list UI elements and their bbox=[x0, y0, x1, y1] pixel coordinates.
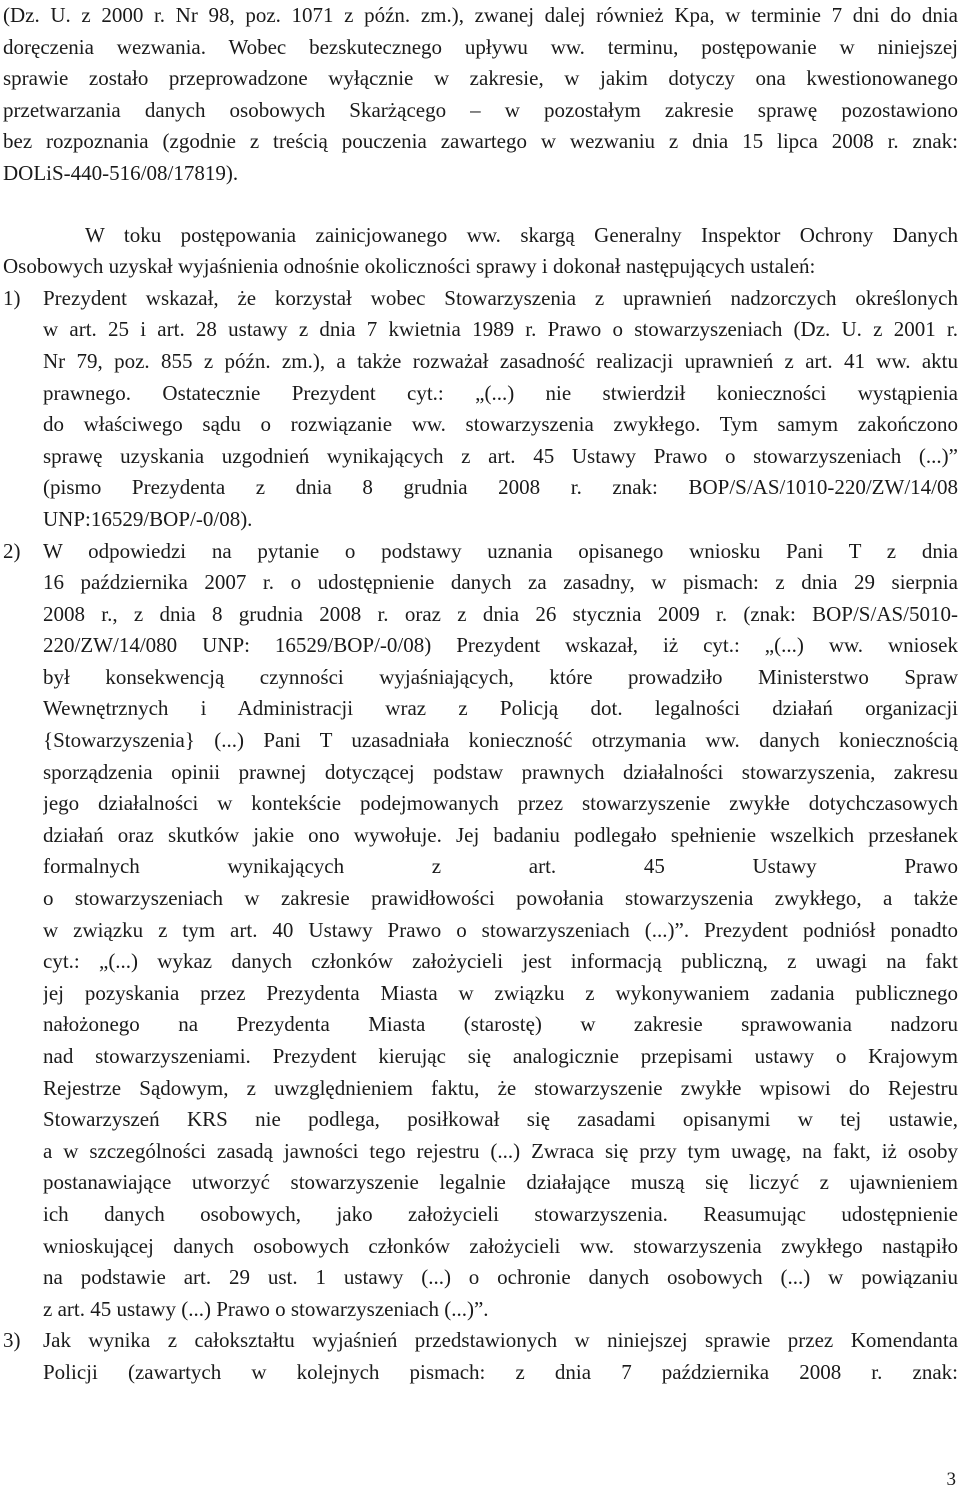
text-line: 2008 r., z dnia 8 grudnia 2008 r. oraz z dnia 26 stycznia 2009 r. (znak: BOP/S/AS/5010- bbox=[43, 601, 958, 626]
page-number: 3 bbox=[946, 1469, 956, 1490]
text-line: bez rozpoznania (zgodnie z treścią pouczenia zawartego w wezwaniu z dnia 15 lipca 2008 r. znak: bbox=[3, 129, 958, 154]
paragraph-spacer bbox=[3, 190, 958, 220]
text-line: (Dz. U. z 2000 r. Nr 98, poz. 1071 z późn. zm.), zwanej dalej również Kpa, w terminie 7 dni do dnia bbox=[3, 3, 958, 27]
text-line: Stowarzyszeń KRS nie podlega, posiłkował się zasadami opisanymi w tej ustawie, bbox=[43, 1107, 958, 1132]
list-item-number: 2) bbox=[3, 538, 21, 563]
text-line: na podstawie art. 29 ust. 1 ustawy (...) o ochronie danych osobowych (...) w powiązaniu bbox=[43, 1265, 958, 1290]
text-line: z art. 45 ustawy (...) Prawo o stowarzyszeniach (...)”. bbox=[43, 1296, 489, 1321]
text-line: wnioskującej danych osobowych członków założycieli ww. stowarzyszenia zwykłego nastąpiło bbox=[43, 1233, 958, 1258]
list-item-number: 3) bbox=[3, 1328, 21, 1353]
text-line: postanawiające utworzyć stowarzyszenie legalnie działające muszą się liczyć z ujawnieniem bbox=[43, 1170, 958, 1195]
text-line: prawnego. Ostatecznie Prezydent cyt.: „(...) nie stwierdził konieczności wystąpienia bbox=[43, 380, 958, 405]
text-line: nałożonego na Prezydenta Miasta (starostę) w zakresie sprawowania nadzoru bbox=[43, 1012, 958, 1037]
text-line: o stowarzyszeniach w zakresie prawidłowości powołania stowarzyszenia zwykłego, a także bbox=[43, 886, 958, 911]
text-line: ich danych osobowych, jako założycieli stowarzyszenia. Reasumując udostępnienie bbox=[43, 1201, 958, 1226]
paragraph-2 bbox=[3, 220, 958, 283]
list-item-number: 1) bbox=[3, 285, 21, 310]
text-line: przetwarzania danych osobowych Skarżącego – w pozostałym zakresie sprawę pozostawiono bbox=[3, 97, 958, 122]
text-line: Osobowych uzyskał wyjaśnienia odnośnie okoliczności sprawy i dokonał następujących ustaleń: bbox=[3, 254, 816, 279]
document-page bbox=[3, 0, 958, 1389]
text-line: sprawie zostało przeprowadzone wyłącznie w zakresie, w jakim dotyczy ona kwestionowanego bbox=[3, 66, 958, 91]
list-item-body bbox=[3, 536, 958, 1326]
text-line: UNP:16529/BOP/-0/08). bbox=[43, 506, 253, 531]
text-line: nad stowarzyszeniami. Prezydent kierując się analogicznie przepisami ustawy o Krajowym bbox=[43, 1044, 958, 1068]
text-line: Policji (zawartych w kolejnych pismach: z dnia 7 października 2008 r. znak: bbox=[43, 1359, 958, 1384]
text-line: był konsekwencją czynności wyjaśniających, które prowadziło Ministerstwo Spraw bbox=[43, 664, 958, 689]
text-line: a w szczególności zasadą jawności tego rejestru (...) Zwraca się przy tym uwagę, na fakt, iż osoby bbox=[43, 1138, 958, 1163]
text-line: formalnych wynikających z art. 45 Ustawy Prawo bbox=[43, 854, 958, 879]
text-line: DOLiS-440-516/08/17819). bbox=[3, 160, 239, 185]
text-line: sporządzenia opinii prawnej dotyczącej podstaw prawnych działalności stowarzyszenia, zakresu bbox=[43, 759, 958, 784]
text-line: w związku z tym art. 40 Ustawy Prawo o stowarzyszeniach (...)”. Prezydent podniósł ponadto bbox=[43, 917, 958, 942]
text-line: jego działalności w kontekście podejmowanych przez stowarzyszenie zwykłe dotychczasowych bbox=[43, 791, 958, 816]
text-line: Rejestrze Sądowym, z uwzględnieniem faktu, że stowarzyszenie zwykłe wpisowi do Rejestru bbox=[43, 1075, 958, 1100]
list-item-3 bbox=[3, 1325, 958, 1388]
text-line: Jak wynika z całokształtu wyjaśnień przedstawionych w niniejszej sprawie przez Komendanta bbox=[43, 1328, 958, 1353]
text-line: W odpowiedzi na pytanie o podstawy uznania opisanego wniosku Pani T z dnia bbox=[43, 538, 958, 563]
text-line: 16 października 2007 r. o udostępnienie danych za zasadny, w pismach: z dnia 29 sierpnia bbox=[43, 570, 958, 595]
text-line: cyt.: „(...) wykaz danych członków założycieli jest informacją publiczną, z uwagi na fakt bbox=[43, 949, 958, 974]
list-item-body bbox=[3, 1325, 958, 1388]
list-item-body bbox=[3, 283, 958, 536]
text-line: Prezydent wskazał, że korzystał wobec Stowarzyszenia z uprawnień nadzorczych określonych bbox=[43, 285, 958, 310]
text-line: jej pozyskania przez Prezydenta Miasta w związku z wykonywaniem zadania publicznego bbox=[43, 980, 958, 1005]
list-item-1 bbox=[3, 283, 958, 536]
list-item-2 bbox=[3, 536, 958, 1326]
text-line: w art. 25 i art. 28 ustawy z dnia 7 kwietnia 1989 r. Prawo o stowarzyszeniach (Dz. U. z 2001 r. bbox=[43, 317, 958, 342]
text-line: Nr 79, poz. 855 z późn. zm.), a także rozważał zasadność realizacji uprawnień z art. 41 ww. aktu bbox=[43, 348, 958, 373]
text-line: do właściwego sądu o rozwiązanie ww. stowarzyszenia zwykłego. Tym samym zakończono bbox=[43, 412, 958, 437]
text-line: Wewnętrznych i Administracji wraz z Policją dot. legalności działań organizacji bbox=[43, 696, 958, 721]
text-line: sprawę uzyskania uzgodnień wynikających z art. 45 Ustawy Prawo o stowarzyszeniach (...)” bbox=[43, 443, 958, 468]
text-line: (pismo Prezydenta z dnia 8 grudnia 2008 r. znak: BOP/S/AS/1010-220/ZW/14/08 bbox=[43, 475, 958, 500]
text-line: 220/ZW/14/080 UNP: 16529/BOP/-0/08) Prezydent wskazał, iż cyt.: „(...) ww. wniosek bbox=[43, 633, 958, 658]
text-line: doręczenia wezwania. Wobec bezskutecznego upływu ww. terminu, postępowanie w niniejszej bbox=[3, 34, 958, 59]
text-line: W toku postępowania zainicjowanego ww. skargą Generalny Inspektor Ochrony Danych bbox=[85, 222, 958, 247]
text-line: działań oraz skutków jakie ono wywołuje. Jej badaniu podlegało spełnienie wszelkich przesłanek bbox=[43, 822, 958, 847]
paragraph-1 bbox=[3, 0, 958, 190]
text-line: {Stowarzyszenia} (...) Pani T uzasadniała konieczność otrzymania ww. danych koniecznością bbox=[43, 728, 958, 753]
